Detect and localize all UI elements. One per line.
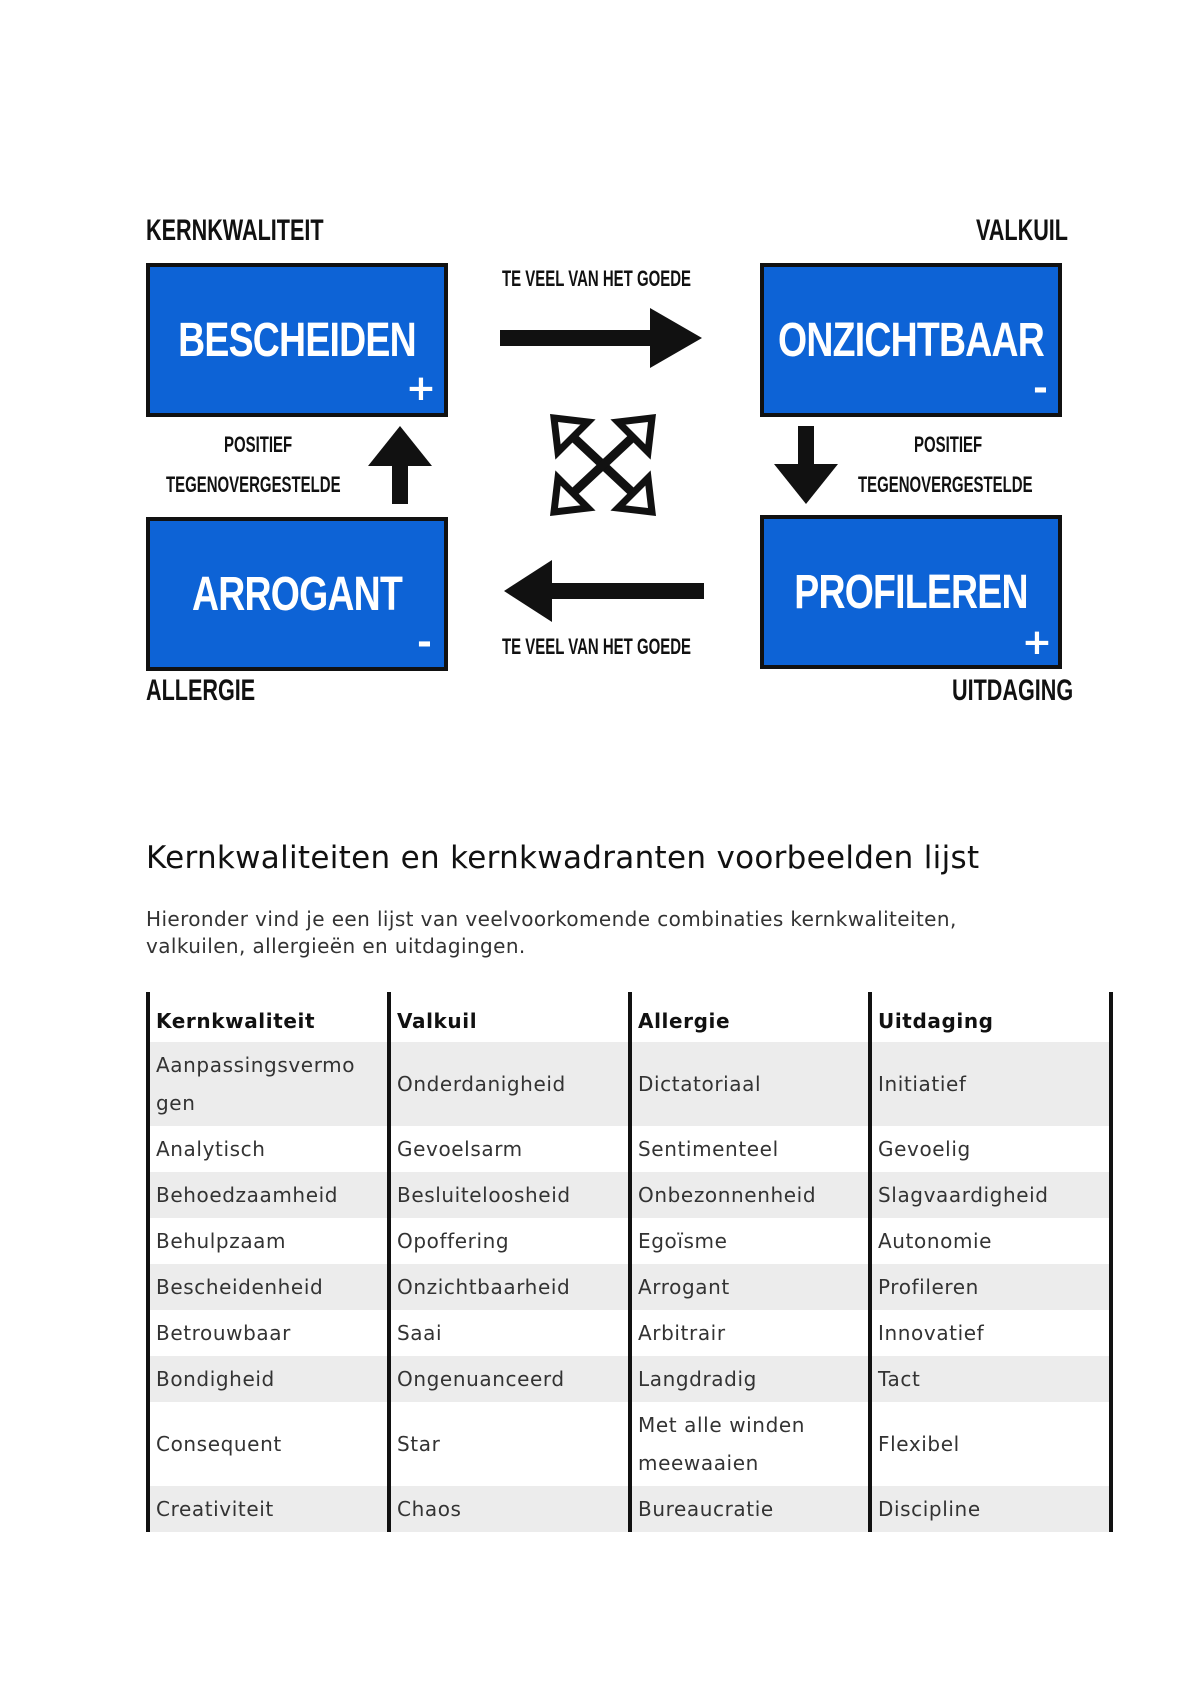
cell-uitdaging: Gevoelig	[870, 1126, 1111, 1172]
table-row	[148, 1264, 1111, 1310]
label-tegenovergestelde-right: TEGENOVERGESTELDE	[858, 472, 1033, 497]
box-bescheiden	[146, 263, 448, 417]
box-onzichtbaar-text: ONZICHTBAAR	[778, 313, 1044, 367]
cell-valkuil: Star	[389, 1402, 630, 1486]
label-te-veel-bottom: TE VEEL VAN HET GOEDE	[502, 634, 691, 659]
arrow-left-icon	[504, 560, 704, 622]
cell-kernkwaliteit: Analytisch	[148, 1126, 389, 1172]
table-row	[148, 1126, 1111, 1172]
box-arrogant	[146, 517, 448, 671]
cell-kernkwaliteit: Betrouwbaar	[148, 1310, 389, 1356]
label-positief-left: POSITIEF	[224, 432, 293, 457]
cell-allergie: Arbitrair	[630, 1310, 870, 1356]
arrow-up-icon	[368, 426, 432, 504]
cell-kernkwaliteit: Creativiteit	[148, 1486, 389, 1532]
table-row	[148, 1310, 1111, 1356]
header-uitdaging: Uitdaging	[870, 992, 1111, 1042]
table-row	[148, 1218, 1111, 1264]
table-row	[148, 1042, 1111, 1126]
intro-paragraph: Hieronder vind je een lijst van veelvoorkomende combinaties kernkwaliteiten, valkuilen, allergieën en uitdagingen.	[146, 907, 957, 958]
cell-kernkwaliteit: Consequent	[148, 1402, 389, 1486]
header-valkuil: Valkuil	[389, 992, 630, 1042]
cell-uitdaging: Initiatief	[870, 1042, 1111, 1126]
cell-uitdaging: Flexibel	[870, 1402, 1111, 1486]
cell-allergie: Egoïsme	[630, 1218, 870, 1264]
cross-arrows-icon	[550, 414, 656, 516]
box-bescheiden-text: BESCHEIDEN	[178, 313, 416, 367]
cell-kernkwaliteit: Bescheidenheid	[148, 1264, 389, 1310]
cell-valkuil: Ongenuanceerd	[389, 1356, 630, 1402]
label-uitdaging: UITDAGING	[952, 674, 1074, 707]
cell-valkuil: Onderdanigheid	[389, 1042, 630, 1126]
box-arrogant-text: ARROGANT	[191, 567, 403, 621]
cell-uitdaging: Profileren	[870, 1264, 1111, 1310]
arrow-right-icon	[500, 306, 702, 370]
cell-allergie: Dictatoriaal	[630, 1042, 870, 1126]
cell-allergie: Langdradig	[630, 1356, 870, 1402]
header-allergie: Allergie	[630, 992, 870, 1042]
label-te-veel-top: TE VEEL VAN HET GOEDE	[502, 266, 691, 291]
plus-sign-icon: +	[405, 368, 436, 409]
table-row	[148, 1402, 1111, 1486]
cell-valkuil: Saai	[389, 1310, 630, 1356]
cell-valkuil: Gevoelsarm	[389, 1126, 630, 1172]
cell-uitdaging: Innovatief	[870, 1310, 1111, 1356]
cell-uitdaging: Tact	[870, 1356, 1111, 1402]
cell-allergie: Sentimenteel	[630, 1126, 870, 1172]
table-row	[148, 1486, 1111, 1532]
label-allergie: ALLERGIE	[146, 674, 256, 707]
cell-kernkwaliteit: Aanpassingsvermo gen	[148, 1042, 389, 1126]
cell-allergie: Arrogant	[630, 1264, 870, 1310]
cell-kernkwaliteit: Bondigheid	[148, 1356, 389, 1402]
table-row	[148, 1356, 1111, 1402]
cell-valkuil: Onzichtbaarheid	[389, 1264, 630, 1310]
cell-uitdaging: Autonomie	[870, 1218, 1111, 1264]
cell-uitdaging: Slagvaardigheid	[870, 1172, 1111, 1218]
box-profileren	[760, 515, 1062, 669]
cell-allergie: Met alle winden meewaaien	[630, 1402, 870, 1486]
cell-allergie: Onbezonnenheid	[630, 1172, 870, 1218]
label-valkuil: VALKUIL	[976, 214, 1068, 247]
cell-allergie: Bureaucratie	[630, 1486, 870, 1532]
header-kernkwaliteit: Kernkwaliteit	[148, 992, 389, 1042]
cell-kernkwaliteit: Behoedzaamheid	[148, 1172, 389, 1218]
cell-uitdaging: Discipline	[870, 1486, 1111, 1532]
label-positief-right: POSITIEF	[914, 432, 983, 457]
cell-valkuil: Besluiteloosheid	[389, 1172, 630, 1218]
cell-valkuil: Opoffering	[389, 1218, 630, 1264]
kernkwaliteiten-table	[146, 992, 1113, 1532]
box-profileren-text: PROFILEREN	[794, 565, 1028, 619]
table-row	[148, 1172, 1111, 1218]
minus-sign-icon: -	[417, 622, 432, 663]
minus-sign-icon: -	[1033, 368, 1048, 409]
page-title: Kernkwaliteiten en kernkwadranten voorbeelden lijst	[146, 840, 980, 876]
cell-kernkwaliteit: Behulpzaam	[148, 1218, 389, 1264]
box-onzichtbaar	[760, 263, 1062, 417]
table-header-row	[148, 992, 1111, 1042]
plus-sign-icon: +	[1021, 622, 1052, 663]
label-kernkwaliteit: KERNKWALITEIT	[146, 214, 324, 247]
arrow-down-icon	[774, 426, 838, 504]
label-tegenovergestelde-left: TEGENOVERGESTELDE	[166, 472, 341, 497]
core-quadrant-diagram	[0, 0, 1200, 760]
cell-valkuil: Chaos	[389, 1486, 630, 1532]
